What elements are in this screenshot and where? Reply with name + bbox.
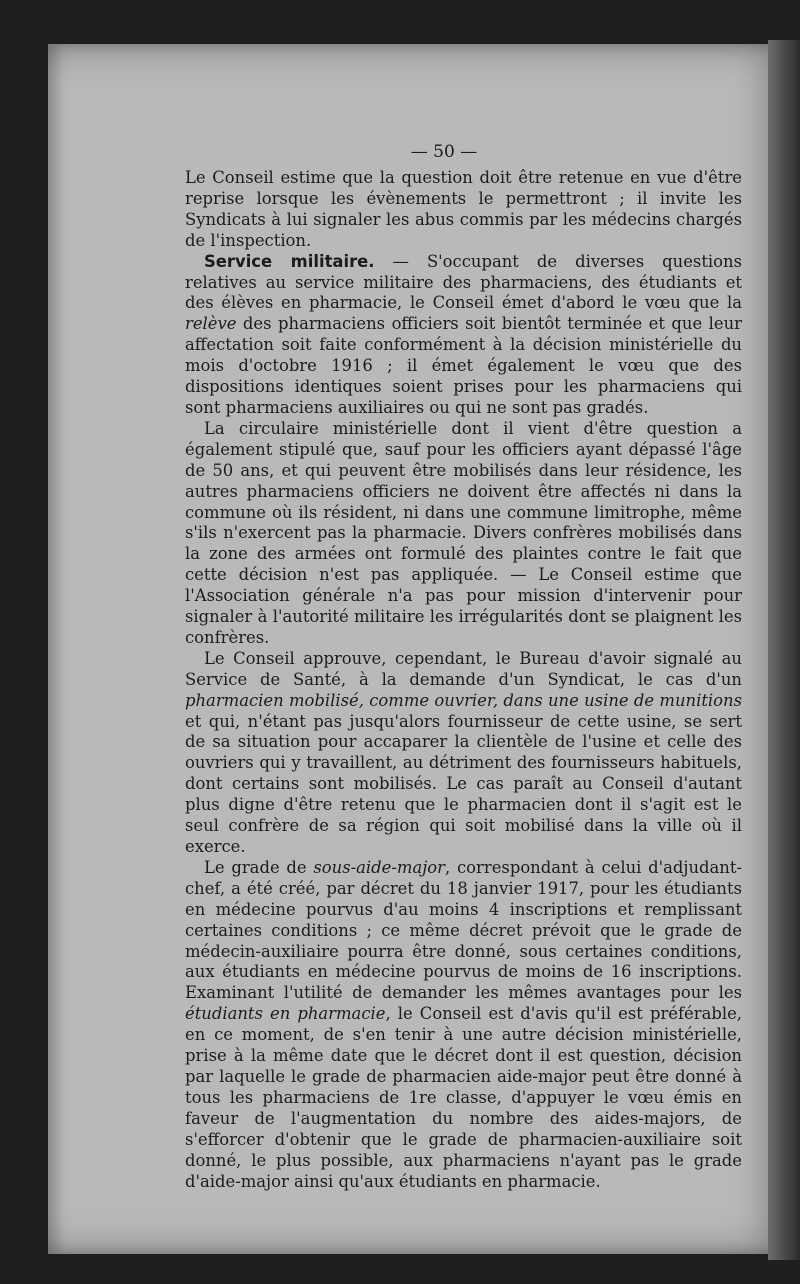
book-spine: [768, 40, 800, 1260]
page-number: — 50 —: [410, 142, 478, 162]
paragraph-3: La circulaire ministérielle dont il vient d'être question a également stipulé que, sauf pour les officiers ayant dépassé l'âge de 50 ans, et qui peuvent être mobilisés dans leur résidence, les autres pharmaciens officiers ne doivent être affectés ni dans la commune où ils résident, ni dans une commune limitrophe, même s'ils n'exercent pas la pharmacie. Divers confrères mobilisés dans la zone des armées ont formulé des plaintes contre le fait que cette décision n'est pas appliquée. — Le Conseil estime que l'Association générale n'a pas pour mission d'intervenir pour signaler à l'autorité militaire les irrégularités dont se plaignent les confrères.: [185, 418, 742, 647]
paragraph-5: Le grade de sous-aide-major, correspondant à celui d'adjudant-chef, a été créé, par décret du 18 janvier 1917, pour les étudiants en médecine pourvus d'au moins 4 inscriptions et remplissant certaines conditions ; ce même décret prévoit que le grade de médecin-auxiliaire pourra être donné, sous certaines conditions, aux étudiants en médecine pourvus de moins de 16 inscriptions. Examinant l'utilité de demander les mêmes avantages pour les étudiants en pharmacie, le Conseil est d'avis qu'il est préférable, en ce moment, de s'en tenir à une autre décision ministérielle, prise à la même date que le décret dont il est question, décision par laquelle le grade de pharmacien aide-major peut être donné à tous les pharmaciens de 1re classe, d'appuyer le vœu émis en faveur de l'augmentation du nombre des aides-majors, de s'efforcer d'obtenir que le grade de pharmacien-auxiliaire soit donné, le plus possible, aux pharmaciens n'ayant pas le grade d'aide-major ainsi qu'aux étudiants en pharmacie.: [185, 857, 742, 1191]
body-text: [185, 168, 742, 1192]
section-heading: Service militaire.: [204, 251, 375, 271]
paragraph-4: Le Conseil approuve, cependant, le Bureau d'avoir signalé au Service de Santé, à la demande d'un Syndicat, le cas d'un pharmacien mobilisé, comme ouvrier, dans une usine de munitions et qui, n'étant pas jusqu'alors fournisseur de cette usine, se sert de sa situation pour accaparer la clientèle de l'usine et celle des ouvriers qui y travaillent, au détriment des fournisseurs habituels, dont certains sont mobilisés. Le cas paraît au Conseil d'autant plus digne d'être retenu que le pharmacien dont il s'agit est le seul confrère de sa région qui soit mobilisé dans la ville où il exerce.: [185, 648, 742, 856]
paragraph-1: Le Conseil estime que la question doit être retenue en vue d'être reprise lorsque les évènements le permettront ; il invite les Syndicats à lui signaler les abus commis par les médecins chargés de l'inspection.: [185, 168, 742, 250]
paragraph-2: Service militaire. — S'occupant de diverses questions relatives au service militaire des pharmaciens, des étudiants et des élèves en pharmacie, le Conseil émet d'abord le vœu que la relève des pharmaciens officiers soit bientôt terminée et que leur affectation soit faite conformément à la décision ministérielle du mois d'octobre 1916 ; il émet également le vœu que des dispositions identiques soient prises pour les pharmaciens qui sont pharmaciens auxiliaires ou qui ne sont pas gradés.: [185, 251, 742, 417]
